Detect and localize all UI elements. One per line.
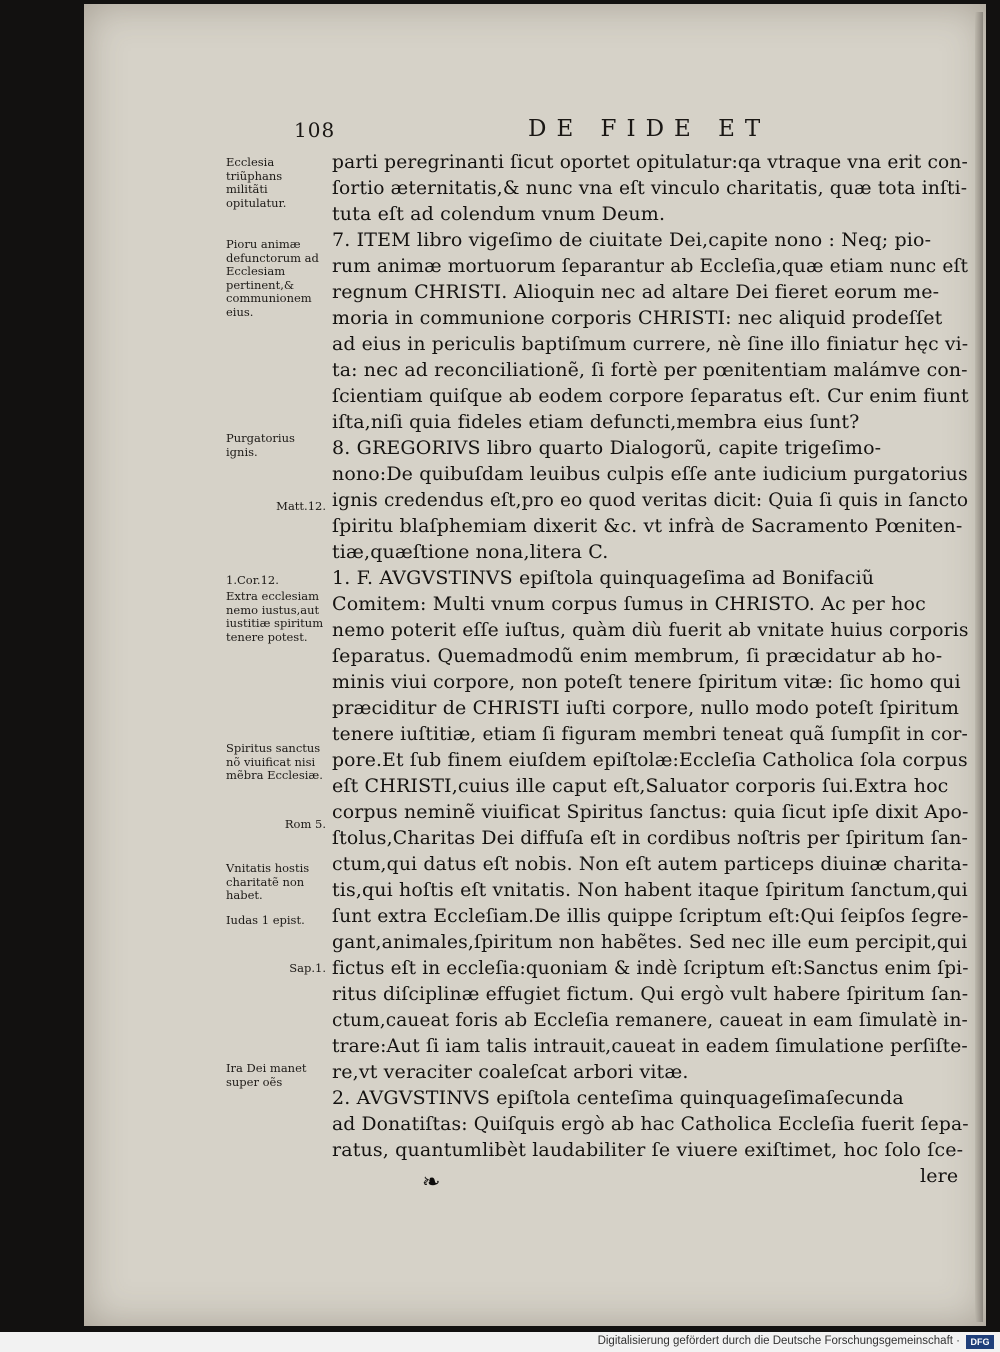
margin-note: Purgatorius ignis. bbox=[226, 431, 295, 459]
text-line: ratus, quantumlibèt laudabiliter ſe viuere exiſtimet, hoc ſolo ſce- bbox=[332, 1139, 964, 1161]
margin-note: Extra ecclesiam nemo iustus,aut iustitiæ spiritum tenere potest. bbox=[226, 589, 324, 644]
text-line: ſpiritu blaſphemiam dixerit &c. vt infrà de Sacramento Pœniten- bbox=[332, 515, 963, 537]
text-line: parti peregrinanti ſicut oportet opitulatur:qa vtraque vna erit con- bbox=[332, 151, 968, 173]
text-line: gant,animales,ſpiritum non habẽtes. Sed nec ille eum percipit,qui bbox=[332, 931, 968, 953]
text-line: 7. ITEM libro vigeſimo de ciuitate Dei,capite nono : Neq; pio- bbox=[332, 229, 932, 251]
margin-note: Iudas 1 epist. bbox=[226, 913, 305, 927]
margin-note: Sap.1. bbox=[289, 961, 326, 975]
margin-note: Ira Dei manet super oẽs bbox=[226, 1061, 307, 1089]
text-line: ad eius in periculis baptiſmum currere, nè ſine illo finiatur hęc vi- bbox=[332, 333, 969, 355]
text-line: moria in communione corporis CHRISTI: nec aliquid prodeſſet bbox=[332, 307, 943, 329]
text-line: corpus neminẽ viuificat Spiritus ſanctus: quia ſicut ipſe dixit Apo- bbox=[332, 801, 969, 823]
text-line: trare:Aut ſi iam talis intrauit,caueat in eadem ſimulatione perſiſte- bbox=[332, 1035, 968, 1057]
text-line: ctum,caueat foris ab Eccleſia remanere, caueat in eam ſimulatè in- bbox=[332, 1009, 968, 1031]
page-header bbox=[0, 118, 1000, 144]
text-line: ſortio æternitatis,& nunc vna eſt vinculo charitatis, quæ tota inſti- bbox=[332, 177, 968, 199]
running-title: DE FIDE ET bbox=[528, 116, 771, 142]
text-line: Comitem: Multi vnum corpus ſumus in CHRISTO. Ac per hoc bbox=[332, 593, 926, 615]
margin-note: Ecclesia triũphans militãti opitulatur. bbox=[226, 155, 287, 210]
page-edge bbox=[975, 12, 983, 1322]
text-line: ctum,qui datus eſt nobis. Non eſt autem particeps diuinæ charita- bbox=[332, 853, 969, 875]
dfg-logo: DFG bbox=[966, 1335, 994, 1349]
footer-bar bbox=[0, 1332, 1000, 1352]
text-line: tenere iuſtitiæ, etiam ſi figuram membri teneat quã ſumpſit in cor- bbox=[332, 723, 968, 745]
text-line: nemo poterit eſſe iuſtus, quàm diù fuerit ab vnitate huius corporis bbox=[332, 619, 969, 641]
margin-note: Pioru animæ defunctorum ad Ecclesiam pertinent,& communionem eius. bbox=[226, 237, 319, 319]
text-line: ſtolus,Charitas Dei diffuſa eſt in cordibus noſtris per ſpiritum ſan- bbox=[332, 827, 969, 849]
text-line: ignis credendus eſt,pro eo quod veritas dicit: Quia ſi quis in ſancto bbox=[332, 489, 969, 511]
text-line: iſta,niſi quia fideles etiam defuncti,membra eius ſunt? bbox=[332, 411, 860, 433]
text-line: minis viui corpore, non poteſt tenere ſpiritum vitæ: ſic homo qui bbox=[332, 671, 961, 693]
text-line: fictus eſt in eccleſia:quoniam & indè ſcriptum eſt:Sanctus enim ſpi- bbox=[332, 957, 969, 979]
text-line: ad Donatiſtas: Quiſquis ergò ab hac Catholica Eccleſia fuerit ſepa- bbox=[332, 1113, 969, 1135]
text-line: re,vt veraciter coaleſcat arbori vitæ. bbox=[332, 1061, 689, 1083]
margin-note: Spiritus sanctus nõ viuificat nisi mẽbra Ecclesiæ. bbox=[226, 741, 323, 782]
ink-ornament: ❧ bbox=[422, 1170, 441, 1195]
text-line: 1. F. AVGVSTINVS epiſtola quinquageſima ad Bonifaciũ bbox=[332, 567, 875, 589]
catchword: lere bbox=[920, 1165, 959, 1187]
text-line: ſeparatus. Quemadmodũ enim membrum, ſi præcidatur ab ho- bbox=[332, 645, 943, 667]
text-line: pore.Et ſub finem eiuſdem epiſtolæ:Eccleſia Catholica ſola corpus bbox=[332, 749, 968, 771]
margin-note: Rom 5. bbox=[284, 817, 326, 831]
text-line: 2. AVGVSTINVS epiſtola centeſima quinquageſimaſecunda bbox=[332, 1087, 904, 1109]
footer-credit: Digitalisierung gefördert durch die Deutsche Forschungsgemeinschaft · bbox=[597, 1335, 960, 1347]
text-line: ritus diſciplinæ effugiet fictum. Qui ergò vult habere ſpiritum ſan- bbox=[332, 983, 969, 1005]
margin-note: 1.Cor.12. bbox=[226, 573, 279, 587]
text-line: tis,qui hoſtis eſt vnitatis. Non habent itaque ſpiritum ſanctum,qui bbox=[332, 879, 968, 901]
text-line: præciditur de CHRISTI iuſti corpore, nullo modo poteſt ſpiritum bbox=[332, 697, 960, 719]
text-line: 8. GREGORIVS libro quarto Dialogorũ, capite trigeſimo- bbox=[332, 437, 882, 459]
text-line: rum animæ mortuorum ſeparantur ab Eccleſia,quæ etiam nunc eſt bbox=[332, 255, 969, 277]
text-line: nono:De quibuſdam leuibus culpis eſſe ante iudicium purgatorius bbox=[332, 463, 968, 485]
text-line: regnum CHRISTI. Alioquin nec ad altare Dei fieret eorum me- bbox=[332, 281, 940, 303]
text-line: ta: nec ad reconciliationẽ, ſi fortè per pœnitentiam malámve con- bbox=[332, 359, 968, 381]
margin-note: Vnitatis hostis charitatẽ non habet. bbox=[226, 861, 310, 902]
text-line: tiæ,quæſtione nona,litera C. bbox=[332, 541, 609, 563]
page-number: 108 bbox=[294, 118, 336, 142]
text-line: tuta eſt ad colendum vnum Deum. bbox=[332, 203, 666, 225]
margin-note: Matt.12. bbox=[276, 499, 326, 513]
text-line: ſunt extra Eccleſiam.De illis quippe ſcriptum eſt:Qui ſeipſos ſegre- bbox=[332, 905, 969, 927]
text-line: ſcientiam quiſque ab eodem corpore ſeparatus eſt. Cur enim fiunt bbox=[332, 385, 969, 407]
text-line: eſt CHRISTI,cuius ille caput eſt,Saluator corporis ſui.Extra hoc bbox=[332, 775, 949, 797]
